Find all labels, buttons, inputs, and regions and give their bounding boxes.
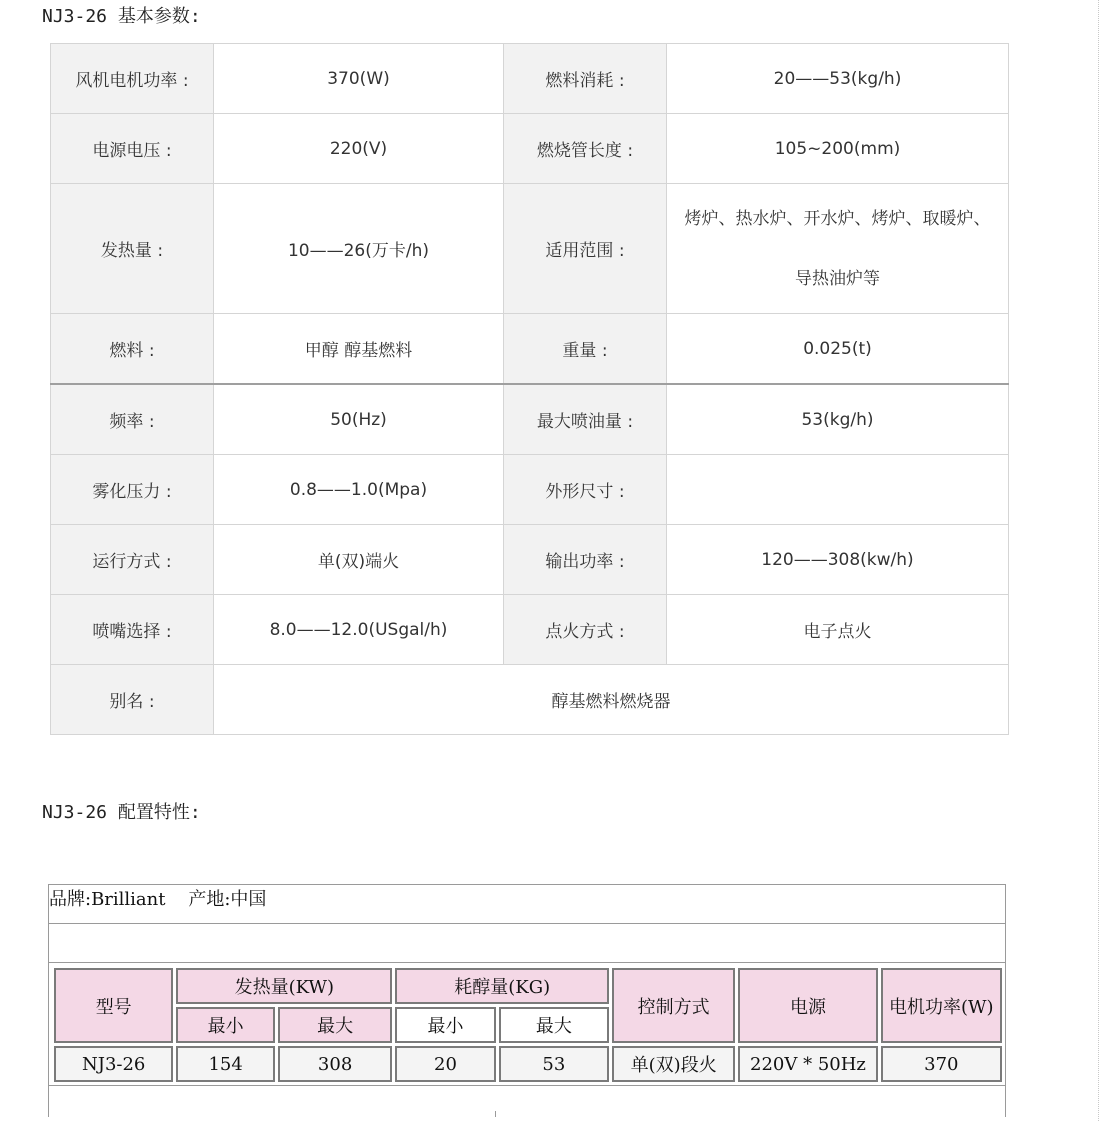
table-row: [51, 384, 1009, 455]
header-heat-max: 最大: [278, 1007, 392, 1043]
param-label: 适用范围 :: [504, 184, 667, 314]
param-label: 运行方式 :: [51, 525, 214, 595]
param-label: 重量 :: [504, 314, 667, 385]
param-label: 最大喷油量 :: [504, 384, 667, 455]
param-value: 220(V): [214, 114, 504, 184]
param-value: 105~200(mm): [667, 114, 1009, 184]
table-row: [51, 595, 1009, 665]
param-value: 0.025(t): [667, 314, 1009, 385]
table-header-row: [54, 968, 1002, 1004]
param-value-line: 导热油炉等: [795, 268, 880, 289]
divider: [495, 1111, 496, 1117]
brand-origin-line: 品牌:Brilliant 产地:中国: [49, 885, 1005, 924]
header-heat-output: 发热量(KW): [176, 968, 392, 1004]
config-heading: NJ3-26 配置特性:: [42, 802, 201, 823]
cell-model: NJ3-26: [54, 1046, 173, 1082]
table-row: [51, 525, 1009, 595]
cell-alcohol-max: 53: [499, 1046, 609, 1082]
param-label: 燃烧管长度 :: [504, 114, 667, 184]
param-value: 8.0——12.0(USgal/h): [214, 595, 504, 665]
cell-heat-max: 308: [278, 1046, 392, 1082]
basic-params-heading: NJ3-26 基本参数:: [42, 6, 201, 27]
param-value: 370(W): [214, 44, 504, 114]
header-alcohol-consumption: 耗醇量(KG): [395, 968, 609, 1004]
param-value: 53(kg/h): [667, 384, 1009, 455]
header-power-supply: 电源: [738, 968, 877, 1043]
param-value: 单(双)端火: [214, 525, 504, 595]
param-label: 喷嘴选择 :: [51, 595, 214, 665]
header-alcohol-max: 最大: [499, 1007, 609, 1043]
param-value-line: 烤炉、热水炉、开水炉、烤炉、取暖炉、: [684, 208, 991, 229]
param-label: 别名 :: [51, 665, 214, 735]
table-row: [51, 114, 1009, 184]
param-label: 燃料消耗 :: [504, 44, 667, 114]
param-value: 120——308(kw/h): [667, 525, 1009, 595]
spec-table: [51, 965, 1005, 1085]
param-value-application-range: [667, 184, 1009, 314]
table-row: [51, 665, 1009, 735]
param-value: 电子点火: [667, 595, 1009, 665]
header-alcohol-min: 最小: [395, 1007, 495, 1043]
table-row: [51, 455, 1009, 525]
blank-row: [49, 924, 1005, 963]
param-value: 0.8——1.0(Mpa): [214, 455, 504, 525]
table-row: [51, 44, 1009, 114]
cell-motor-power: 370: [881, 1046, 1002, 1082]
param-label: 外形尺寸 :: [504, 455, 667, 525]
param-value: 10——26(万卡/h): [214, 184, 504, 314]
param-label: 发热量 :: [51, 184, 214, 314]
cell-heat-min: 154: [176, 1046, 275, 1082]
header-motor-power: 电机功率(W): [881, 968, 1002, 1043]
param-label: 电源电压 :: [51, 114, 214, 184]
param-value: 甲醇 醇基燃料: [214, 314, 504, 385]
param-value: 20——53(kg/h): [667, 44, 1009, 114]
param-label: 频率 :: [51, 384, 214, 455]
param-label: 雾化压力 :: [51, 455, 214, 525]
cell-power-supply: 220V * 50Hz: [738, 1046, 877, 1082]
param-label: 燃料 :: [51, 314, 214, 385]
table-row: [54, 1046, 1002, 1082]
param-value: [667, 455, 1009, 525]
page-right-rule: [1098, 0, 1099, 1121]
param-label: 风机电机功率 :: [51, 44, 214, 114]
header-model: 型号: [54, 968, 173, 1043]
header-heat-min: 最小: [176, 1007, 275, 1043]
table-row: [51, 184, 1009, 314]
param-value: 50(Hz): [214, 384, 504, 455]
header-control-mode: 控制方式: [612, 968, 735, 1043]
param-label: 输出功率 :: [504, 525, 667, 595]
param-label: 点火方式 :: [504, 595, 667, 665]
basic-params-table: [50, 43, 1009, 735]
cell-control-mode: 单(双)段火: [612, 1046, 735, 1082]
divider: [49, 1085, 1005, 1086]
param-value: 醇基燃料燃烧器: [214, 665, 1009, 735]
config-panel: [48, 884, 1006, 1117]
table-row: [51, 314, 1009, 385]
cell-alcohol-min: 20: [395, 1046, 495, 1082]
